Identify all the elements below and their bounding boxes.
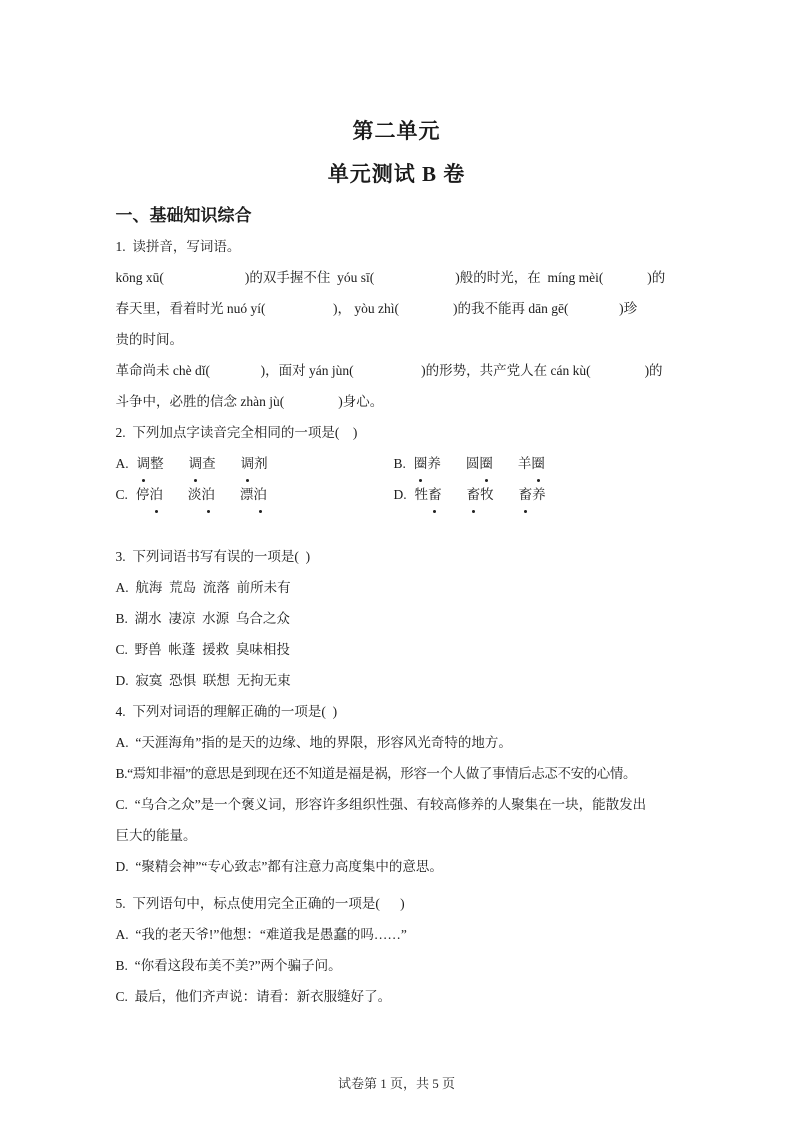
question-3 (116, 541, 678, 696)
q2-dotted-word: 停泊 (136, 479, 163, 510)
unit-title: 第二单元 (352, 119, 441, 143)
q2-dotted-word: 羊圈 (518, 448, 545, 479)
page-footer: 试卷第 1 页，共 5 页 (337, 1076, 455, 1091)
q4-option-c-continued: 巨大的能量。 (115, 828, 197, 843)
q3-option-c: C. 野兽 帐蓬 援救 臭味相投 (115, 642, 290, 657)
q2-dotted-word: 畜养 (519, 479, 546, 510)
q2-dotted-word: 畜牧 (467, 479, 494, 510)
q2-option-label: C. (115, 487, 128, 502)
q2-option-label: B. (393, 456, 406, 471)
section-heading: 一、基础知识综合 (115, 206, 252, 225)
q1-pinyin-line-1: kōng xū( )的双手握不住 yóu sī( )般的时光，在 míng mèi( )的 (115, 270, 666, 285)
blank-line (116, 510, 678, 541)
q2-dotted-word: 牲畜 (415, 479, 442, 510)
q2-dotted-word: 淡泊 (188, 479, 215, 510)
q1-pinyin-line-3: 贵的时间。 (115, 332, 183, 347)
q4-option-d: D. “聚精会神”“专心致志”都有注意力高度集中的意思。 (115, 859, 443, 874)
q4-option-b: B.“焉知非福”的意思是到现在还不知道是福是祸，形容一个人做了事情后忐忑不安的心情。 (115, 766, 637, 781)
question-5 (116, 888, 678, 1012)
q2-option-b (394, 448, 678, 479)
q2-dotted-word: 漂泊 (240, 479, 267, 510)
q2-option-d (394, 479, 678, 510)
q2-option-c (116, 479, 394, 510)
q3-option-a: A. 航海 荒岛 流落 前所未有 (115, 580, 291, 595)
q2-option-a (116, 448, 394, 479)
paper-body (116, 200, 678, 1012)
q5-stem: 5. 下列语句中，标点使用完全正确的一项是( ) (115, 896, 405, 911)
q3-option-b: B. 湖水 凄凉 水源 乌合之众 (115, 611, 290, 626)
q2-options-grid (116, 448, 678, 510)
q4-option-c: C. “乌合之众”是一个褒义词，形容许多组织性强、有较高修养的人聚集在一块，能散发出 (115, 797, 647, 812)
q4-option-a: A. “天涯海角”指的是天的边缘、地的界限，形容风光奇特的地方。 (115, 735, 512, 750)
q1-stem: 1. 读拼音，写词语。 (115, 239, 241, 254)
q2-dotted-word: 圆圈 (466, 448, 493, 479)
q1-pinyin-line-2: 春天里，看着时光 nuó yí( )， yòu zhì( )的我不能再 dān gē( )珍 (115, 301, 638, 316)
q2-dotted-word: 调整 (137, 448, 164, 479)
q2-stem: 2. 下列加点字读音完全相同的一项是( ) (115, 425, 358, 440)
q2-dotted-word: 调剂 (241, 448, 268, 479)
question-1 (116, 231, 678, 417)
question-4 (116, 696, 678, 882)
q2-option-label: D. (393, 487, 407, 502)
q5-option-c: C. 最后，他们齐声说：请看：新衣服缝好了。 (115, 989, 392, 1004)
q3-stem: 3. 下列词语书写有误的一项是( ) (115, 549, 311, 564)
q2-dotted-word: 调查 (189, 448, 216, 479)
q1-pinyin-line-4: 革命尚未 chè dǐ( )，面对 yán jùn( )的形势，共产党人在 cán kù( )的 (115, 363, 663, 378)
q4-stem: 4. 下列对词语的理解正确的一项是( ) (115, 704, 338, 719)
paper-header (0, 0, 793, 188)
q2-option-label: A. (115, 456, 129, 471)
q5-option-b: B. “你看这段布美不美?”两个骗子问。 (115, 958, 342, 973)
question-2 (116, 417, 678, 510)
q5-option-a: A. “我的老天爷!”他想：“难道我是愚蠢的吗……” (115, 927, 407, 942)
q1-pinyin-line-5: 斗争中，必胜的信念 zhàn jù( )身心。 (115, 394, 384, 409)
q2-dotted-word: 圈养 (414, 448, 441, 479)
q3-option-d: D. 寂寞 恐惧 联想 无拘无束 (115, 673, 291, 688)
paper-title: 单元测试 B 卷 (327, 162, 466, 186)
